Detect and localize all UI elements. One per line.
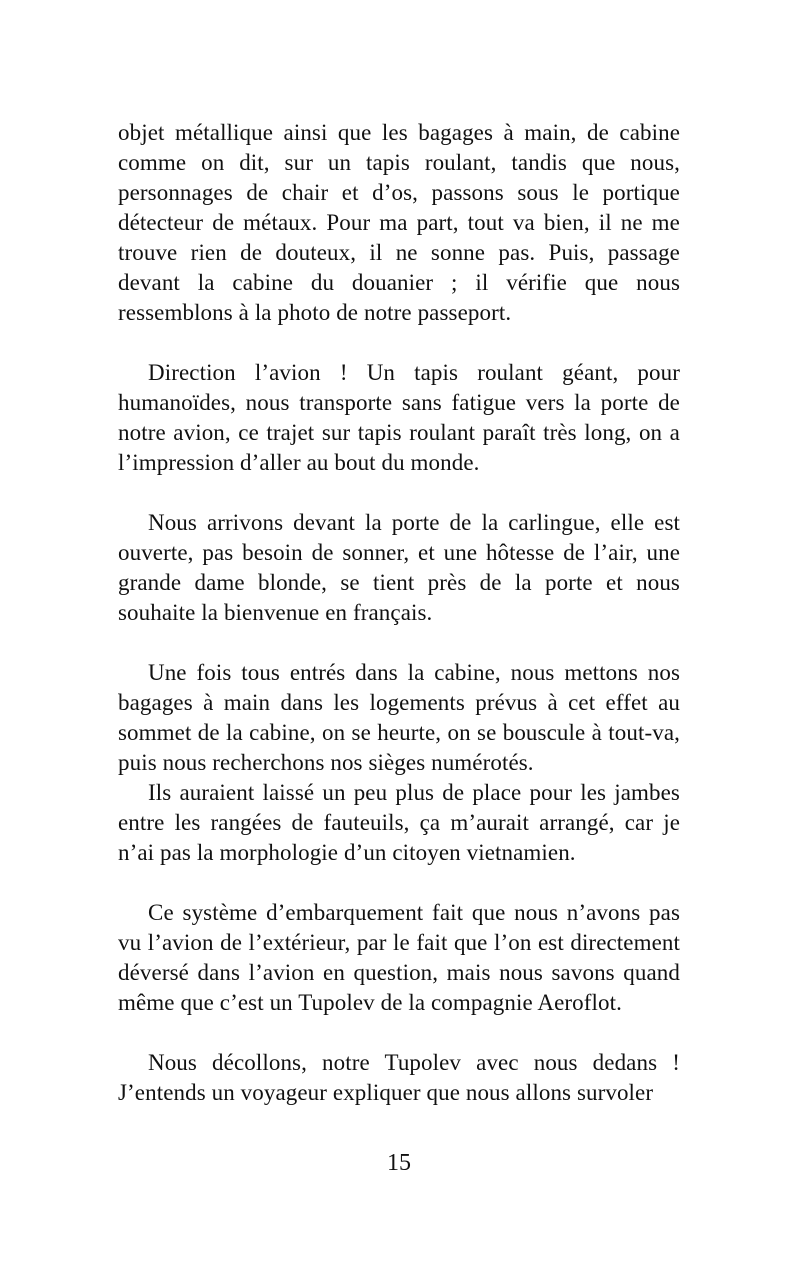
paragraph-5: Ils auraient laissé un peu plus de place pour les jambes entre les rangées de fauteuils, ça m’aurait arrangé, car je n’ai pas la morphologie d’un citoyen vietnamien.	[118, 780, 680, 865]
paragraph-3: Nous arrivons devant la porte de la carlingue, elle est ouverte, pas besoin de sonner, et une hôtesse de l’air, une grande dame blonde, se tient près de la porte et nous souhaite la bienvenue en français.	[118, 510, 680, 625]
paragraph-6: Ce système d’embarquement fait que nous n’avons pas vu l’avion de l’extérieur, par le fait que l’on est directement déversé dans l’avion en question, mais nous savons quand même que c’est un Tupolev de la compagnie Aeroflot.	[118, 900, 680, 1015]
paragraph-gap	[118, 1018, 680, 1048]
page-body	[118, 118, 680, 1108]
paragraph-2: Direction l’avion ! Un tapis roulant géant, pour humanoïdes, nous transporte sans fatigue vers la porte de notre avion, ce trajet sur tapis roulant paraît très long, on a l’impression d’aller au bout du monde.	[118, 360, 680, 475]
paragraph-1: objet métallique ainsi que les bagages à main, de cabine comme on dit, sur un tapis roulant, tandis que nous, personnages de chair et d’os, passons sous le portique détecteur de métaux. Pour ma part, tout va bien, il ne me trouve rien de douteux, il ne sonne pas. Puis, passage devant la cabine du douanier ; il vérifie que nous ressemblons à la photo de notre passeport.	[118, 120, 680, 325]
paragraph-7: Nous décollons, notre Tupolev avec nous dedans ! J’entends un voyageur expliquer que nous allons survoler	[118, 1050, 680, 1105]
page-number: 15	[387, 1150, 411, 1176]
paragraph-gap	[118, 628, 680, 658]
paragraph-gap	[118, 328, 680, 358]
paragraph-gap	[118, 478, 680, 508]
paragraph-4: Une fois tous entrés dans la cabine, nous mettons nos bagages à main dans les logements prévus à cet effet au sommet de la cabine, on se heurte, on se bouscule à tout-va, puis nous recherchons nos sièges numérotés.	[118, 660, 680, 775]
paragraph-gap	[118, 868, 680, 898]
